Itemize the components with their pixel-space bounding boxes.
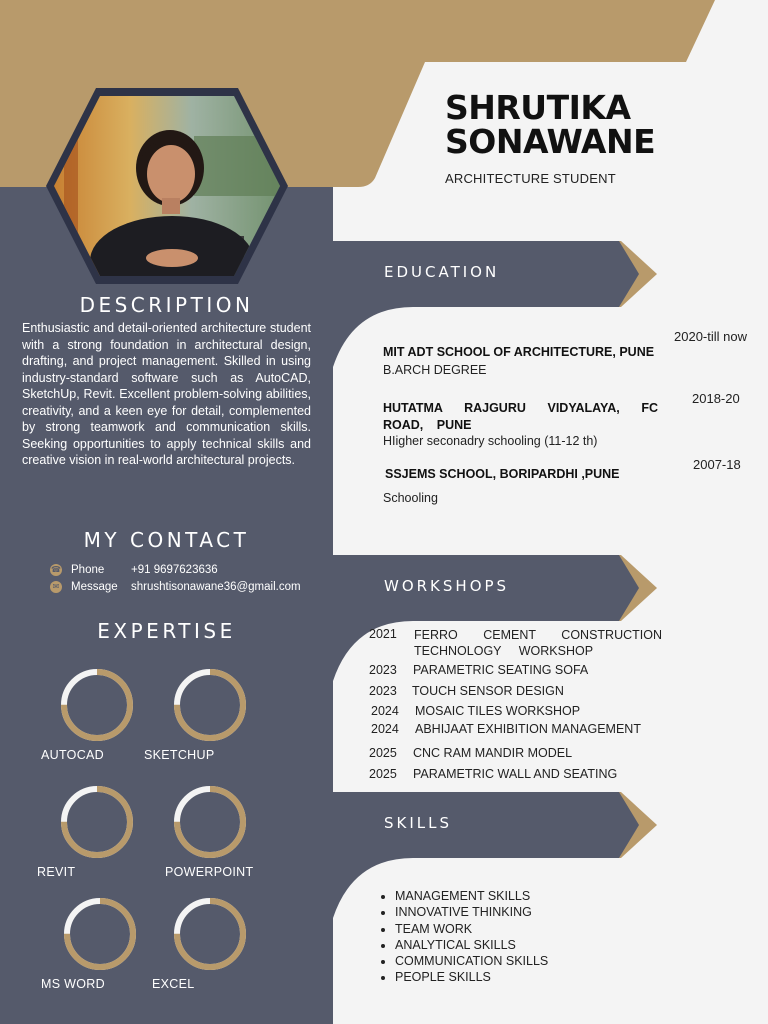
workshop-item xyxy=(369,663,669,677)
edu-school: HUTATMA RAJGURU VIDYALAYA, FC ROAD, PUNE xyxy=(383,401,658,432)
expertise-ring xyxy=(59,667,135,743)
name-last: SONAWANE xyxy=(445,122,656,161)
name-first: SHRUTIKA xyxy=(445,88,631,127)
workshops-heading: WORKSHOPS xyxy=(384,577,510,595)
edu-years: 2020-till now xyxy=(674,329,747,344)
expertise-ring xyxy=(59,784,135,860)
workshop-year: 2024 xyxy=(371,704,399,718)
skill-item: • MANAGEMENT SKILLS xyxy=(395,888,548,904)
edu-school: MIT ADT SCHOOL OF ARCHITECTURE, PUNE xyxy=(383,345,655,359)
skills-list xyxy=(380,888,548,986)
workshop-name: PARAMETRIC WALL AND SEATING xyxy=(413,767,618,781)
message-icon: ✉ xyxy=(50,581,62,593)
edu-school: SSJEMS SCHOOL, BORIPARDHI ,PUNE xyxy=(385,467,620,481)
skill-item: • COMMUNICATION SKILLS xyxy=(395,953,548,969)
workshop-item xyxy=(369,746,669,760)
expertise-label: AUTOCAD xyxy=(41,748,104,762)
skills-banner xyxy=(333,792,658,858)
workshop-name: MOSAIC TILES WORKSHOP xyxy=(415,704,581,718)
expertise-ring xyxy=(172,667,248,743)
expertise-label: EXCEL xyxy=(152,977,195,991)
workshop-name: TOUCH SENSOR DESIGN xyxy=(412,684,564,698)
contact-label: Message xyxy=(71,581,118,593)
contact-phone xyxy=(50,564,218,576)
edu-years: 2018-20 xyxy=(692,391,740,406)
workshop-year: 2024 xyxy=(371,722,399,736)
edu-years: 2007-18 xyxy=(693,457,741,472)
expertise-label: POWERPOINT xyxy=(165,865,254,879)
phone-icon: ☎ xyxy=(51,565,61,574)
workshop-year: 2023 xyxy=(369,663,397,677)
skill-item: • INNOVATIVE THINKING xyxy=(395,904,548,920)
workshop-year: 2025 xyxy=(369,746,397,760)
edu-degree: HIigher seconadry schooling (11-12 th) xyxy=(383,434,598,448)
contact-message xyxy=(50,581,301,593)
expertise-label: MS WORD xyxy=(41,977,105,991)
expertise-ring xyxy=(62,896,138,972)
contact-heading: MY CONTACT xyxy=(83,528,250,552)
phone-value[interactable]: +91 9697623636 xyxy=(131,564,218,576)
skill-item: • ANALYTICAL SKILLS xyxy=(395,937,548,953)
workshop-name: FERRO CEMENT CONSTRUCTION TECHNOLOGY WORKSHOP xyxy=(414,628,662,658)
skill-item: • PEOPLE SKILLS xyxy=(395,969,548,985)
contact-label: Phone xyxy=(71,564,105,576)
workshop-year: 2025 xyxy=(369,767,397,781)
workshop-name: PARAMETRIC SEATING SOFA xyxy=(413,663,589,677)
edu-degree: Schooling xyxy=(383,491,438,505)
expertise-ring xyxy=(172,784,248,860)
skills-heading: SKILLS xyxy=(384,814,453,832)
expertise-heading: EXPERTISE xyxy=(97,619,236,643)
expertise-label: SKETCHUP xyxy=(144,748,215,762)
workshop-item xyxy=(371,722,671,736)
workshop-name: CNC RAM MANDIR MODEL xyxy=(413,746,573,760)
workshop-year: 2023 xyxy=(369,684,397,698)
edu-degree: B.ARCH DEGREE xyxy=(383,363,487,377)
workshop-item xyxy=(369,627,669,659)
workshop-name: ABHIJAAT EXHIBITION MANAGEMENT xyxy=(415,722,641,736)
description-heading: DESCRIPTION xyxy=(79,293,254,317)
expertise-label: REVIT xyxy=(37,865,76,879)
description-text: Enthusiastic and detail-oriented architecture student with a strong foundation in architectural design, drafting, and project management. Skilled in using industry-standard software such as AutoCAD, SketchUp, Revit. Excellent problem-solving abilities, creativity, and a keen eye for detail, complemented by strong teamwork and communication skills. Seeking opportunities to apply technical skills and creative vision in real-world architectural projects. xyxy=(22,321,311,467)
workshop-item xyxy=(369,767,669,781)
skill-item: • TEAM WORK xyxy=(395,921,548,937)
workshop-item xyxy=(369,684,669,698)
workshop-item xyxy=(371,704,671,718)
job-title: ARCHITECTURE STUDENT xyxy=(445,171,616,186)
education-heading: EDUCATION xyxy=(384,263,500,281)
workshop-year: 2021 xyxy=(369,627,397,641)
expertise-ring xyxy=(172,896,248,972)
email-value[interactable]: shrushtisonawane36@gmail.com xyxy=(131,581,301,593)
profile-photo xyxy=(44,86,290,286)
